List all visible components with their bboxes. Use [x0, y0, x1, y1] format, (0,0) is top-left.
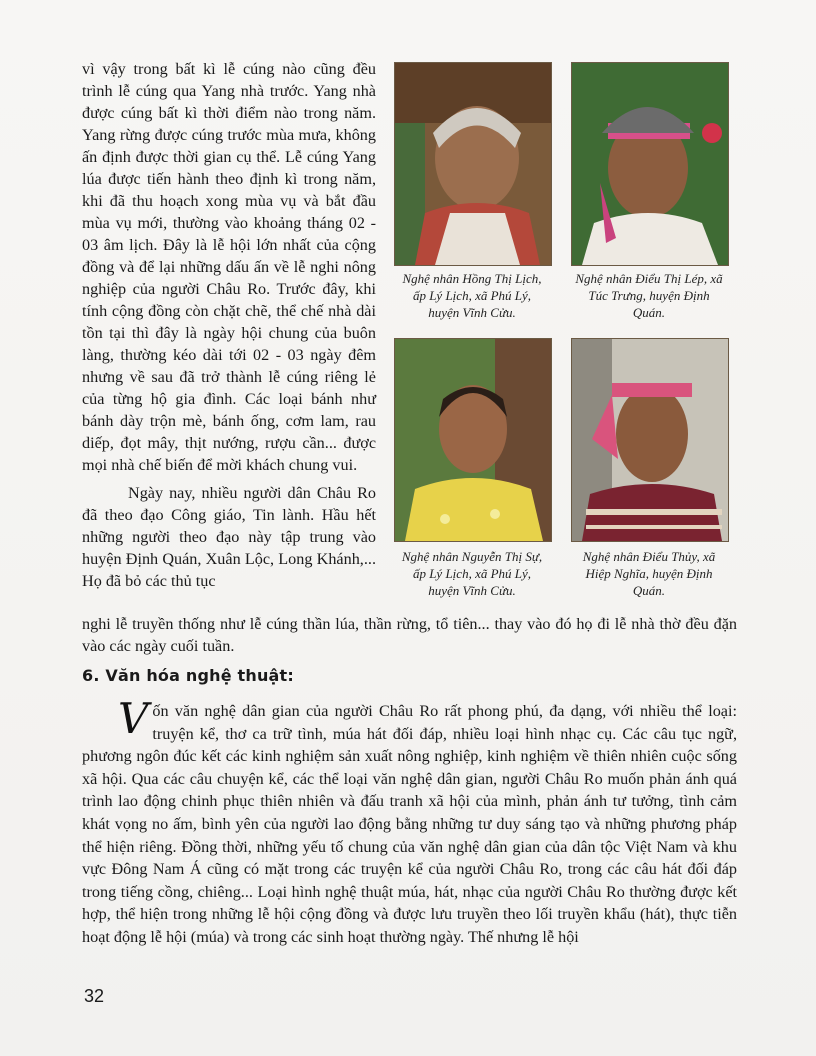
left-text-column — [82, 58, 376, 592]
portrait-photo-3 — [394, 338, 552, 542]
caption-photo-2: Nghệ nhân Điểu Thị Lép, xã Túc Trưng, huyện Định Quán. — [575, 271, 723, 320]
portrait-photo-2 — [571, 62, 729, 266]
portrait-photo-4 — [571, 338, 729, 542]
section-heading: 6. Văn hóa nghệ thuật: — [82, 666, 295, 685]
caption-photo-4: Nghệ nhân Điểu Thủy, xã Hiệp Nghĩa, huyện Định Quán. — [582, 549, 716, 598]
paragraph-folk-arts — [82, 694, 737, 949]
page-number: 32 — [84, 986, 105, 1006]
portrait-photo-1 — [394, 62, 552, 266]
paragraph-religion-continued: nghi lễ truyền thống như lễ cúng thần lúa, thần rừng, tổ tiên... thay vào đó họ đi lễ nhà thờ đều đặn vào các ngày cuối tuần. — [82, 615, 737, 655]
caption-photo-3: Nghệ nhân Nguyễn Thị Sự, ấp Lý Lịch, xã Phú Lý, huyện Vĩnh Cửu. — [401, 549, 543, 598]
paragraph-yang-ceremonies: vì vậy trong bất kì lễ cúng nào cũng đều trình lễ cúng qua Yang nhà trước. Yang nhà được cúng bất kì thời điểm nào trong năm. Yang rừng được cúng trước mùa mưa, không ấn định được thời gian cụ thể. Lễ cúng Yang lúa được tiến hành theo định kì trong năm, khi đã thu hoạch xong mùa vụ và bắt đầu mùa vụ mới, thường vào khoảng tháng 02 - 03 âm lịch. Đây là lễ hội lớn nhất của cộng đồng và để lại những dấu ấn về lễ nghi nông nghiệp của người Châu Ro. Trước đây, khi tính cộng đồng còn chặt chẽ, thể chế nhà dài tồn tại thì đây là ngày hội chung của buôn làng, thường kéo dài tới 02 - 03 ngày đêm nhưng về sau đã trở thành lễ cúng riêng lẻ của từng hộ gia đình. Các loại bánh như bánh dày trộn mè, bánh ống, cơm lam, rau diếp, đọt mây, thịt nướng, rượu cần... được mọi nhà chế biến để mời khách chung vui. — [82, 60, 376, 474]
paragraph-folk-arts-text: ốn văn nghệ dân gian của người Châu Ro rất phong phú, đa dạng, với nhiều thể loại: truyện kể, thơ ca trữ tình, múa hát đối đáp, nhiều loại hình nhạc cụ. Các câu tục ngữ, phương ngôn đúc kết các kinh nghiệm sản xuất nông nghiệp, kinh nghiệm về thiên nhiên cuộc sống xã hội. Qua các câu chuyện kể, các thể loại văn nghệ dân gian, người Châu Ro muốn phản ánh quá trình lao động chinh phục thiên nhiên và đấu tranh xã hội của mình, phản ánh tư tưởng, tình cảm khát vọng no ấm, bình yên của người lao động bằng những tư duy sáng tạo và những phương pháp thể hiện riêng. Đồng thời, những yếu tố chung của văn nghệ dân gian của dân tộc Việt Nam và khu vực Đông Nam Á cũng có mặt trong các truyện kể của người Châu Ro, trong các câu hát đối đáp trong tiếng cồng, chiêng... Loại hình nghệ thuật múa, hát, nhạc của người Châu Ro thường được kết hợp, thể hiện trong những lễ hội cộng đồng và được lưu truyền theo lối truyền khẩu (hát), thực tiễn hoạt động lễ hội (múa) và trong các sinh hoạt thường ngày. Thế nhưng lễ hội — [82, 702, 737, 946]
paragraph-religion-start: Ngày nay, nhiều người dân Châu Ro đã theo đạo Công giáo, Tin lành. Hầu hết những người theo đạo này tập trung vào huyện Định Quán, Xuân Lộc, Long Khánh,... Họ đã bỏ các thủ tục — [82, 484, 376, 590]
caption-photo-1: Nghệ nhân Hồng Thị Lịch, ấp Lý Lịch, xã Phú Lý, huyện Vĩnh Cửu. — [402, 271, 542, 320]
drop-cap-letter: V — [118, 694, 149, 743]
